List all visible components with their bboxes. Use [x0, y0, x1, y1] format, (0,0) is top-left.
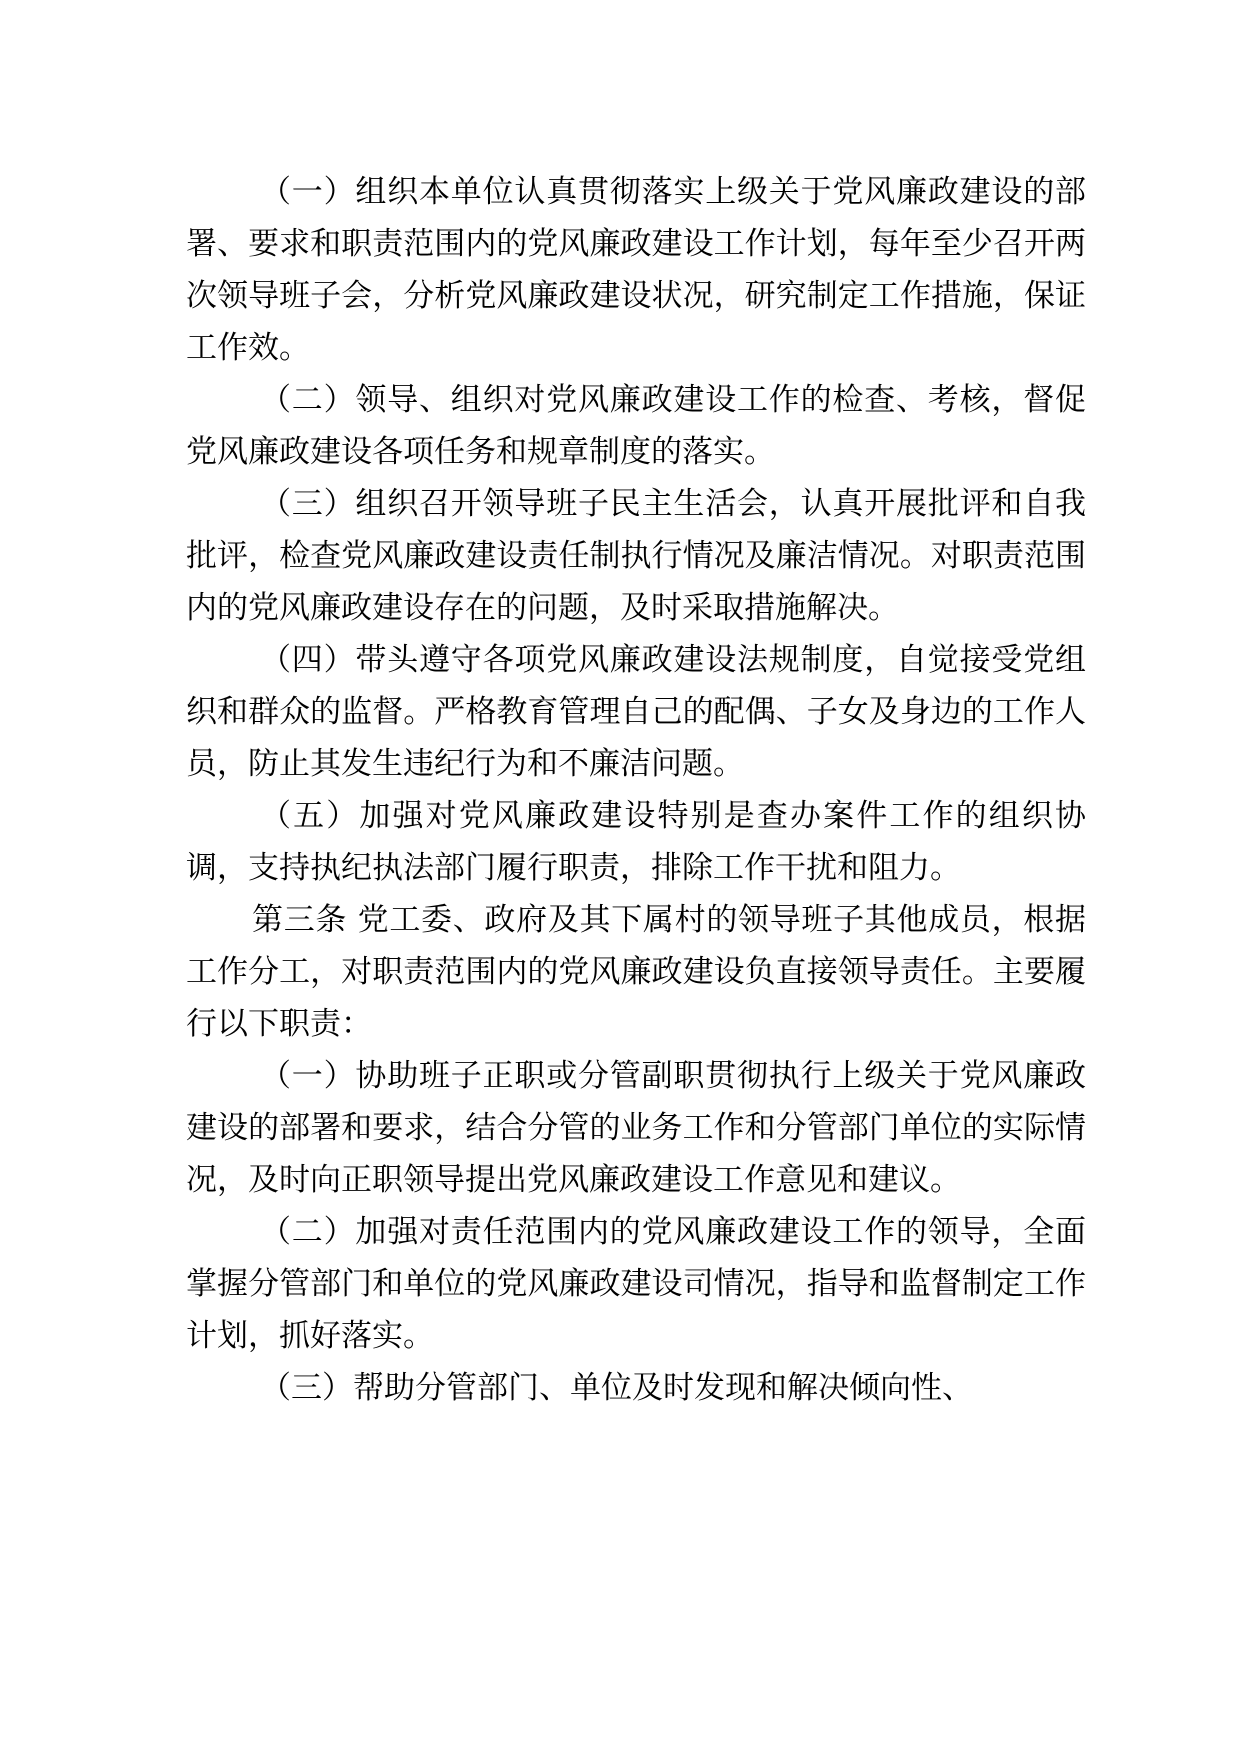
document-page [186, 166, 1086, 1414]
article-3-clause-1-paragraph: （一）协助班子正职或分管副职贯彻执行上级关于党风廉政建设的部署和要求，结合分管的业务工作和分管部门单位的实际情况，及时向正职领导提出党风廉政建设工作意见和建议。 [186, 1058, 1086, 1198]
clause-1-paragraph: （一）组织本单位认真贯彻落实上级关于党风廉政建设的部署、要求和职责范围内的党风廉政建设工作计划，每年至少召开两次领导班子会，分析党风廉政建设状况，研究制定工作措施，保证工作效。 [186, 174, 1086, 366]
article-3-paragraph: 第三条 党工委、政府及其下属村的领导班子其他成员，根据工作分工，对职责范围内的党风廉政建设负直接领导责任。主要履行以下职责： [186, 902, 1086, 1042]
article-3-clause-3-paragraph: （三）帮助分管部门、单位及时发现和解决倾向性、 [260, 1370, 973, 1406]
clause-2-paragraph: （二）领导、组织对党风廉政建设工作的检查、考核，督促党风廉政建设各项任务和规章制度的落实。 [186, 382, 1086, 470]
clause-3-paragraph: （三）组织召开领导班子民主生活会，认真开展批评和自我批评，检查党风廉政建设责任制执行情况及廉洁情况。对职责范围内的党风廉政建设存在的问题，及时采取措施解决。 [186, 486, 1086, 626]
article-3-clause-2-paragraph: （二）加强对责任范围内的党风廉政建设工作的领导，全面掌握分管部门和单位的党风廉政建设司情况，指导和监督制定工作计划，抓好落实。 [186, 1214, 1086, 1354]
clause-5-paragraph: （五）加强对党风廉政建设特别是查办案件工作的组织协调，支持执纪执法部门履行职责，排除工作干扰和阻力。 [186, 798, 1086, 886]
clause-4-paragraph: （四）带头遵守各项党风廉政建设法规制度，自觉接受党组织和群众的监督。严格教育管理自己的配偶、子女及身边的工作人员，防止其发生违纪行为和不廉洁问题。 [186, 642, 1086, 782]
